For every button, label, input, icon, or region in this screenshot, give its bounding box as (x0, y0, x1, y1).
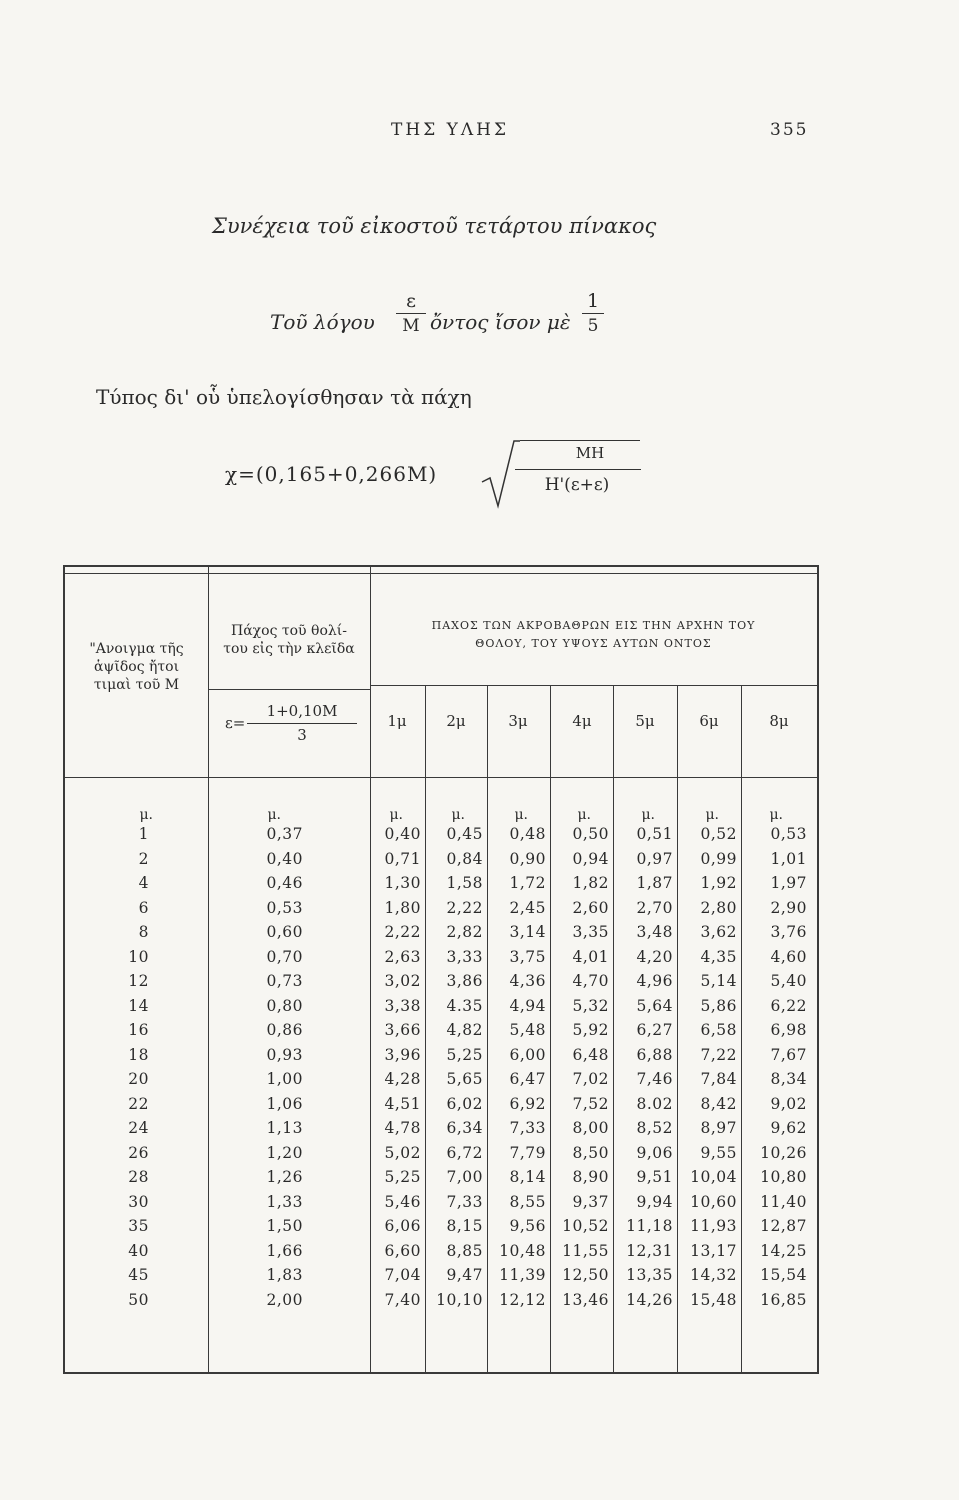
abutment-thickness: 3,62 (700, 923, 737, 941)
abutment-thickness: 4,70 (572, 972, 609, 990)
formula-lhs: χ=(0,165+0,266M) (225, 462, 438, 486)
unit-label: μ. (389, 807, 403, 823)
abutment-thickness: 12,12 (499, 1290, 546, 1309)
abutment-thickness: 5,46 (384, 1192, 421, 1211)
abutment-thickness: 0,97 (636, 849, 673, 868)
abutment-thickness: 0,53 (770, 825, 807, 843)
abutment-thickness: 5,64 (636, 996, 673, 1015)
abutment-thickness: 3,66 (384, 1021, 421, 1039)
abutment-thickness: 3,33 (446, 947, 483, 966)
span-value: 35 (128, 1217, 149, 1235)
span-value: 10 (128, 947, 149, 966)
abutment-thickness: 11,40 (760, 1192, 807, 1211)
col-header-span-line: "Ανοιγμα τῆς (89, 641, 184, 657)
abutment-thickness: 5,40 (770, 972, 807, 990)
abutment-thickness: 3,48 (636, 923, 673, 941)
abutment-thickness: 5,25 (446, 1045, 483, 1064)
abutment-thickness: 4,94 (509, 996, 546, 1015)
span-value: 14 (128, 996, 149, 1015)
abutment-thickness: 14,32 (690, 1266, 737, 1284)
abutment-thickness: 6,72 (446, 1143, 483, 1162)
abutment-thickness: 8,90 (572, 1168, 609, 1186)
abutment-thickness: 6,98 (770, 1021, 807, 1039)
abutment-thickness: 10,04 (690, 1168, 737, 1186)
abutment-thickness: 6,00 (509, 1045, 546, 1064)
abutment-thickness: 9,56 (509, 1217, 546, 1235)
table-row (65, 1193, 817, 1218)
abutment-thickness: 1,01 (770, 849, 807, 868)
abutment-thickness: 8,00 (572, 1119, 609, 1137)
abutment-thickness: 11,18 (626, 1217, 673, 1235)
table-row (65, 1119, 817, 1144)
abutment-thickness: 0,94 (572, 849, 609, 868)
epsilon-numerator: 1+0,10M (266, 702, 338, 720)
abutment-thickness: 3,76 (770, 923, 807, 941)
abutment-thickness: 8,15 (446, 1217, 483, 1235)
thickness-table (63, 565, 819, 1374)
ratio-value-numerator: 1 (586, 290, 600, 312)
keystone-thickness: 1,26 (266, 1168, 303, 1186)
abutment-thickness: 10,80 (760, 1168, 807, 1186)
span-value: 30 (128, 1192, 149, 1211)
abutment-thickness: 5,48 (509, 1021, 546, 1039)
height-column-header: 2μ (446, 712, 466, 730)
abutment-thickness: 6,06 (384, 1217, 421, 1235)
abutment-thickness: 4,82 (446, 1021, 483, 1039)
span-value: 4 (138, 874, 149, 892)
abutment-thickness: 8,14 (509, 1168, 546, 1186)
running-title: ΤΗΣ ΥΛΗΣ (391, 120, 509, 140)
ratio-fraction (396, 290, 426, 337)
col-header-keystone-line: του εἰς τὴν κλεῖδα (223, 641, 355, 657)
abutment-thickness: 9,37 (572, 1192, 609, 1211)
table-row (65, 1095, 817, 1120)
table-row (65, 1144, 817, 1169)
abutment-thickness: 8,97 (700, 1119, 737, 1137)
abutment-thickness: 15,48 (690, 1290, 737, 1309)
keystone-thickness: 1,13 (266, 1119, 303, 1137)
col-header-span (65, 640, 208, 694)
ratio-numerator: ε (406, 290, 416, 312)
unit-label: μ. (514, 807, 528, 823)
table-row (65, 899, 817, 924)
unit-label: μ. (139, 807, 153, 823)
keystone-thickness: 0,70 (266, 947, 303, 966)
keystone-thickness: 0,60 (266, 923, 303, 941)
keystone-thickness: 0,73 (266, 972, 303, 990)
abutment-thickness: 3,38 (384, 996, 421, 1015)
abutment-thickness: 4,20 (636, 947, 673, 966)
group-header-abutments (370, 617, 817, 653)
abutment-thickness: 7,84 (700, 1070, 737, 1088)
col-header-span-line: τιμαὶ τοῦ M (93, 677, 180, 693)
span-value: 12 (128, 972, 149, 990)
span-value: 18 (128, 1045, 149, 1064)
abutment-thickness: 7,02 (572, 1070, 609, 1088)
abutment-thickness: 0,90 (509, 849, 546, 868)
abutment-thickness: 7,46 (636, 1070, 673, 1088)
abutment-thickness: 9,02 (770, 1094, 807, 1113)
height-column-header: 4μ (572, 712, 592, 730)
abutment-thickness: 7,22 (700, 1045, 737, 1064)
span-value: 50 (128, 1290, 149, 1309)
group-header-line: ΘΟΛΟΥ, ΤΟΥ ΥΨΟΥΣ ΑΥΤΩΝ ΟΝΤΟΣ (475, 637, 712, 650)
abutment-thickness: 4,60 (770, 947, 807, 966)
abutment-thickness: 9,62 (770, 1119, 807, 1137)
abutment-thickness: 9,47 (446, 1266, 483, 1284)
table-row (65, 972, 817, 997)
span-value: 2 (138, 849, 149, 868)
abutment-thickness: 9,55 (700, 1143, 737, 1162)
keystone-thickness: 0,80 (266, 996, 303, 1015)
table-row (65, 1070, 817, 1095)
abutment-thickness: 4,35 (700, 947, 737, 966)
abutment-thickness: 9,94 (636, 1192, 673, 1211)
span-value: 40 (128, 1241, 149, 1260)
formula (225, 440, 625, 510)
keystone-thickness: 0,46 (266, 874, 303, 892)
table-row (65, 825, 817, 850)
abutment-thickness: 4,36 (509, 972, 546, 990)
span-value: 45 (128, 1266, 149, 1284)
keystone-thickness: 0,40 (266, 849, 303, 868)
table-row (65, 1046, 817, 1071)
abutment-thickness: 3,35 (572, 923, 609, 941)
height-column-header: 5μ (635, 712, 655, 730)
abutment-thickness: 0,84 (446, 849, 483, 868)
ratio-line (270, 290, 650, 370)
abutment-thickness: 11,93 (690, 1217, 737, 1235)
abutment-thickness: 0,50 (572, 825, 609, 843)
abutment-thickness: 1,82 (572, 874, 609, 892)
col-header-keystone-line: Πάχος τοῦ θολί- (231, 623, 347, 639)
radical-sign (480, 440, 520, 510)
abutment-thickness: 3,86 (446, 972, 483, 990)
table-row (65, 1242, 817, 1267)
table-row (65, 850, 817, 875)
abutment-thickness: 1,58 (446, 874, 483, 892)
abutment-thickness: 4,51 (384, 1094, 421, 1113)
abutment-thickness: 0,52 (700, 825, 737, 843)
abutment-thickness: 4,96 (636, 972, 673, 990)
abutment-thickness: 5,65 (446, 1070, 483, 1088)
abutment-thickness: 5,92 (572, 1021, 609, 1039)
abutment-thickness: 7,33 (509, 1119, 546, 1137)
abutment-thickness: 14,25 (760, 1241, 807, 1260)
keystone-thickness: 1,50 (266, 1217, 303, 1235)
abutment-thickness: 8.02 (636, 1094, 673, 1113)
span-value: 8 (138, 923, 149, 941)
height-column-header: 1μ (387, 712, 407, 730)
unit-label: μ. (769, 807, 783, 823)
keystone-thickness: 1,83 (266, 1266, 303, 1284)
ratio-value-fraction (582, 290, 604, 337)
abutment-thickness: 6,48 (572, 1045, 609, 1064)
col-header-span-line: ἁψῖδος ἤτοι (93, 659, 180, 675)
keystone-thickness: 0,37 (266, 825, 303, 843)
abutment-thickness: 14,26 (626, 1290, 673, 1309)
abutment-thickness: 0,99 (700, 849, 737, 868)
span-value: 16 (128, 1021, 149, 1039)
keystone-thickness: 1,66 (266, 1241, 303, 1260)
abutment-thickness: 13,46 (562, 1290, 609, 1309)
abutment-thickness: 2,60 (572, 898, 609, 917)
ratio-value-denominator: 5 (587, 316, 599, 336)
abutment-thickness: 2,90 (770, 898, 807, 917)
abutment-thickness: 8,42 (700, 1094, 737, 1113)
abutment-thickness: 0,45 (446, 825, 483, 843)
abutment-thickness: 1,87 (636, 874, 673, 892)
abutment-thickness: 6,60 (384, 1241, 421, 1260)
abutment-thickness: 1,97 (770, 874, 807, 892)
abutment-thickness: 7,40 (384, 1290, 421, 1309)
table-row (65, 874, 817, 899)
keystone-thickness: 0,93 (266, 1045, 303, 1064)
abutment-thickness: 2,22 (446, 898, 483, 917)
height-column-header: 6μ (699, 712, 719, 730)
abutment-thickness: 6,92 (509, 1094, 546, 1113)
abutment-thickness: 12,87 (760, 1217, 807, 1235)
unit-label: μ. (577, 807, 591, 823)
abutment-thickness: 15,54 (760, 1266, 807, 1284)
abutment-thickness: 6,22 (770, 996, 807, 1015)
height-column-header: 8μ (769, 712, 789, 730)
abutment-thickness: 0,51 (636, 825, 673, 843)
keystone-thickness: 0,86 (266, 1021, 303, 1039)
abutment-thickness: 7,67 (770, 1045, 807, 1064)
abutment-thickness: 13,35 (626, 1266, 673, 1284)
span-value: 22 (128, 1094, 149, 1113)
abutment-thickness: 16,85 (760, 1290, 807, 1309)
abutment-thickness: 12,31 (626, 1241, 673, 1260)
abutment-thickness: 5,86 (700, 996, 737, 1015)
abutment-thickness: 4,78 (384, 1119, 421, 1137)
abutment-thickness: 8,85 (446, 1241, 483, 1260)
keystone-thickness: 1,00 (266, 1070, 303, 1088)
abutment-thickness: 9,06 (636, 1143, 673, 1162)
abutment-thickness: 4,28 (384, 1070, 421, 1088)
abutment-thickness: 2,82 (446, 923, 483, 941)
abutment-thickness: 2,70 (636, 898, 673, 917)
radical-numerator: MH (575, 444, 605, 462)
abutment-thickness: 7,52 (572, 1094, 609, 1113)
unit-label: μ. (705, 807, 719, 823)
keystone-thickness: 1,20 (266, 1143, 303, 1162)
abutment-thickness: 10,48 (499, 1241, 546, 1260)
abutment-thickness: 12,50 (562, 1266, 609, 1284)
abutment-thickness: 2,80 (700, 898, 737, 917)
abutment-thickness: 4.35 (446, 996, 483, 1015)
abutment-thickness: 0,40 (384, 825, 421, 843)
abutment-thickness: 8,34 (770, 1070, 807, 1088)
abutment-thickness: 10,52 (562, 1217, 609, 1235)
keystone-thickness: 1,06 (266, 1094, 303, 1113)
abutment-thickness: 6,58 (700, 1021, 737, 1039)
abutment-thickness: 4,01 (572, 947, 609, 966)
abutment-thickness: 7,00 (446, 1168, 483, 1186)
abutment-thickness: 6,02 (446, 1094, 483, 1113)
abutment-thickness: 8,55 (509, 1192, 546, 1211)
keystone-thickness: 2,00 (266, 1290, 303, 1309)
abutment-thickness: 9,51 (636, 1168, 673, 1186)
abutment-thickness: 6,34 (446, 1119, 483, 1137)
span-value: 26 (128, 1143, 149, 1162)
abutment-thickness: 5,02 (384, 1143, 421, 1162)
ratio-denominator: M (402, 316, 420, 336)
epsilon-lhs: ε= (225, 714, 246, 732)
abutment-thickness: 8,50 (572, 1143, 609, 1162)
abutment-thickness: 3,75 (509, 947, 546, 966)
abutment-thickness: 1,92 (700, 874, 737, 892)
epsilon-denominator: 3 (297, 726, 307, 744)
unit-label: μ. (641, 807, 655, 823)
col-header-keystone (208, 622, 370, 658)
abutment-thickness: 6,27 (636, 1021, 673, 1039)
abutment-thickness: 3,02 (384, 972, 421, 990)
abutment-thickness: 0,48 (509, 825, 546, 843)
group-header-line: ΠΑΧΟΣ ΤΩΝ ΑΚΡΟΒΑΘΡΩΝ ΕΙΣ ΤΗΝ ΑΡΧΗΝ ΤΟΥ (431, 619, 756, 632)
formula-intro: Τύπος δι' οὗ ὑπελογίσθησαν τὰ πάχη (96, 385, 472, 409)
keystone-thickness: 1,33 (266, 1192, 303, 1211)
abutment-thickness: 1,80 (384, 898, 421, 917)
table-row (65, 1168, 817, 1193)
abutment-thickness: 1,30 (384, 874, 421, 892)
abutment-thickness: 10,26 (760, 1143, 807, 1162)
abutment-thickness: 3,96 (384, 1045, 421, 1064)
span-value: 1 (138, 825, 149, 843)
abutment-thickness: 8,52 (636, 1119, 673, 1137)
unit-label: μ. (267, 807, 281, 823)
ratio-middle: ὄντος ἴσον μὲ (430, 310, 571, 334)
abutment-thickness: 2,22 (384, 923, 421, 941)
table-row (65, 1266, 817, 1291)
abutment-thickness: 2,45 (509, 898, 546, 917)
page-number: 355 (770, 120, 809, 140)
table-caption: Συνέχεια τοῦ εἰκοστοῦ τετάρτου πίνακος (212, 214, 657, 238)
height-column-header: 3μ (508, 712, 528, 730)
span-value: 24 (128, 1119, 149, 1137)
table-row (65, 1217, 817, 1242)
running-head (0, 120, 959, 144)
abutment-thickness: 5,14 (700, 972, 737, 990)
abutment-thickness: 7,33 (446, 1192, 483, 1211)
abutment-thickness: 2,63 (384, 947, 421, 966)
ratio-prefix: Τοῦ λόγου (270, 310, 375, 334)
abutment-thickness: 5,32 (572, 996, 609, 1015)
radical-denominator: H'(ε+ε) (544, 475, 610, 495)
abutment-thickness: 7,04 (384, 1266, 421, 1284)
table-row (65, 948, 817, 973)
span-value: 20 (128, 1070, 149, 1088)
abutment-thickness: 6,47 (509, 1070, 546, 1088)
abutment-thickness: 6,88 (636, 1045, 673, 1064)
abutment-thickness: 0,71 (384, 849, 421, 868)
table-row (65, 1291, 817, 1316)
unit-label: μ. (451, 807, 465, 823)
span-value: 6 (138, 898, 149, 917)
abutment-thickness: 10,10 (436, 1290, 483, 1309)
table-row (65, 923, 817, 948)
abutment-thickness: 7,79 (509, 1143, 546, 1162)
abutment-thickness: 10,60 (690, 1192, 737, 1211)
table-row (65, 1021, 817, 1046)
span-value: 28 (128, 1168, 149, 1186)
abutment-thickness: 5,25 (384, 1168, 421, 1186)
abutment-thickness: 1,72 (509, 874, 546, 892)
abutment-thickness: 11,55 (562, 1241, 609, 1260)
abutment-thickness: 13,17 (690, 1241, 737, 1260)
epsilon-formula (225, 702, 360, 746)
keystone-thickness: 0,53 (266, 898, 303, 917)
abutment-thickness: 3,14 (509, 923, 546, 941)
table-row (65, 997, 817, 1022)
abutment-thickness: 11,39 (499, 1266, 546, 1284)
